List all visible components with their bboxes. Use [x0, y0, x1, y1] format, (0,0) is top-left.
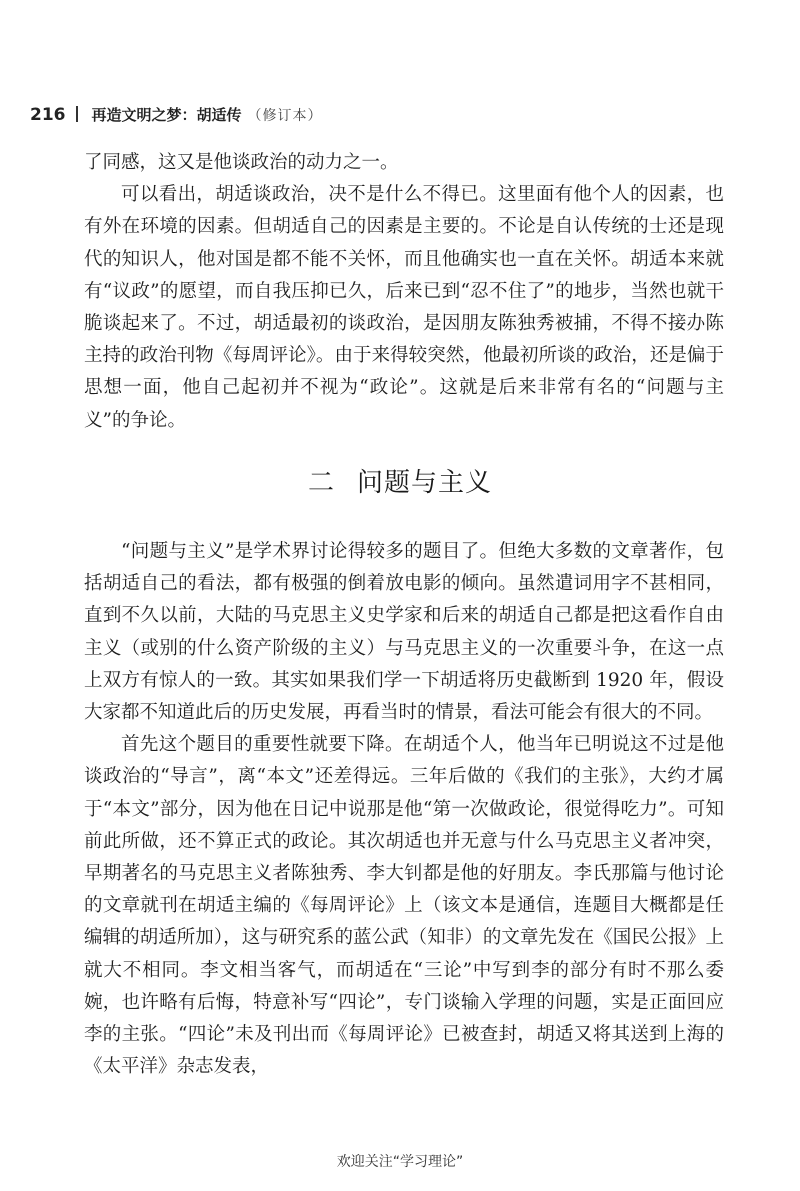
section-number: 二: [307, 468, 335, 498]
paragraph: 了同感，这又是他谈政治的动力之一。: [84, 152, 399, 173]
paragraph: “问题与主义”是学术界讨论得较多的题目了。但绝大多数的文章著作，包括胡适自己的看法，都有极强的倒着放电影的倾向。虽然遣词用字不甚相同，直到不久以前，大陆的马克思主义史学家和后来的胡适自己都是把这看作自由主义（或别的什么资产阶级的主义）与马克思主义的一次重要斗争，在这一点上双方有惊人的一致。其实如果我们学一下胡适将历史截断到 1920 年，假设大家都不知道此后的历史发展，再看当时的情景，看法可能会有很大的不同。: [84, 541, 724, 724]
running-header: [30, 104, 323, 125]
paragraph: 首先这个题目的重要性就要下降。在胡适个人，他当年已明说这不过是他谈政治的“导言”，离“本文”还差得远。三年后做的《我们的主张》，大约才属于“本文”部分，因为他在日记中说那是他“第一次做政论，很觉得吃力”。可知前此所做，还不算正式的政论。其次胡适也并无意与什么马克思主义者冲突，早期著名的马克思主义者陈独秀、李大钊都是他的好朋友。李氏那篇与他讨论的文章就刊在胡适主编的《每周评论》上（该文本是通信，连题目大概都是任编辑的胡适所加），这与研究系的蓝公武（知非）的文章先发在《国民公报》上就大不相同。李文相当客气，而胡适在“三论”中写到李的部分有时不那么委婉，也许略有后悔，特意补写“四论”，专门谈输入学理的问题，实是正面回应李的主张。“四论”未及刊出而《每周评论》已被查封，胡适又将其送到上海的《太平洋》杂志发表，: [84, 734, 724, 1078]
footer-note: 欢迎关注“学习理论”: [336, 1154, 464, 1170]
text-block-before: [84, 147, 724, 437]
header-divider: [76, 106, 78, 122]
section-heading: [0, 462, 800, 499]
paragraph: 可以看出，胡适谈政治，决不是什么不得已。这里面有他个人的因素，也有外在环境的因素。但胡适自己的因素是主要的。不论是自认传统的士还是现代的知识人，他对国是都不能不关怀，而且他确实也一直在关怀。胡适本来就有“议政”的愿望，而自我压抑已久，后来已到“忍不住了”的地步，当然也就干脆谈起来了。不过，胡适最初的谈政治，是因朋友陈独秀被捕，不得不接办陈主持的政治刊物《每周评论》。由于来得较突然，他最初所谈的政治，还是偏于思想一面，他自己起初并不视为“政论”。这就是后来非常有名的“问题与主义”的争论。: [84, 184, 724, 431]
book-subtitle: （修订本）: [247, 108, 323, 124]
section-title: 问题与主义: [357, 468, 493, 498]
book-title: 再造文明之梦：胡适传: [91, 106, 242, 124]
text-block-after: [84, 536, 724, 1083]
page-number: 216: [30, 105, 66, 125]
